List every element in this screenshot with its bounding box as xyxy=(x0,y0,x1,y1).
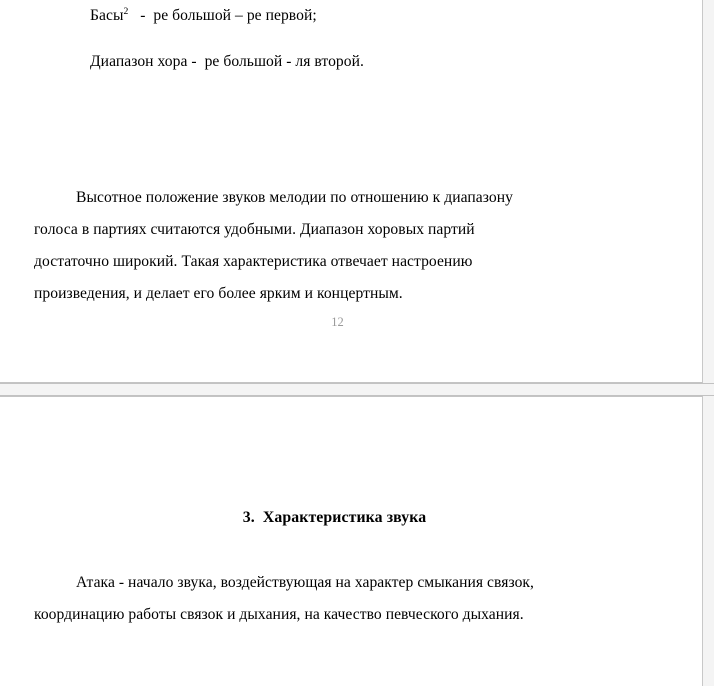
line-spacer xyxy=(34,32,657,46)
range-line-label: Басы xyxy=(90,7,124,24)
paragraph-ataka-line-1: Атака - начало звука, воздействующая на характер смыкания связок, xyxy=(76,574,534,591)
range-line-basy xyxy=(34,0,657,32)
heading-bottom-spacer xyxy=(34,531,657,567)
range-line-diapazon-hora xyxy=(34,46,657,78)
range-line-value: ре большой – ре первой; xyxy=(153,7,317,24)
paragraph-ataka-line-2: координацию работы связок и дыхания, на качество певческого дыхания. xyxy=(34,606,524,623)
document-page-2 xyxy=(0,396,703,686)
range-line-value: ре большой - ля второй. xyxy=(204,53,364,70)
paragraph-vysotnoe-line-1: Высотное положение звуков мелодии по отношению к диапазону xyxy=(76,189,513,206)
paragraph-vysotnoe-line-4: произведения, и делает его более ярким и концертным. xyxy=(34,285,403,302)
range-line-separator: - xyxy=(191,53,197,70)
page-2-body xyxy=(34,397,657,631)
heading-top-spacer xyxy=(34,397,657,505)
paragraph-spacer xyxy=(34,78,657,182)
section-heading-number: 3. xyxy=(242,509,255,526)
range-line-label: Диапазон хора xyxy=(90,53,188,70)
range-line-separator: - xyxy=(140,7,146,24)
section-heading-title: Характеристика звука xyxy=(262,509,427,526)
paragraph-vysotnoe-line-2: голоса в партиях считаются удобными. Диапазон хоровых партий xyxy=(34,221,475,238)
section-heading xyxy=(34,505,657,531)
footnote-marker: 2 xyxy=(123,5,129,17)
page-1-body xyxy=(34,0,657,330)
page-number: 12 xyxy=(331,315,344,329)
paragraph-vysotnoe-line-3: достаточно широкий. Такая характеристика отвечает настроению xyxy=(34,253,473,270)
page-break-gap xyxy=(0,383,714,396)
